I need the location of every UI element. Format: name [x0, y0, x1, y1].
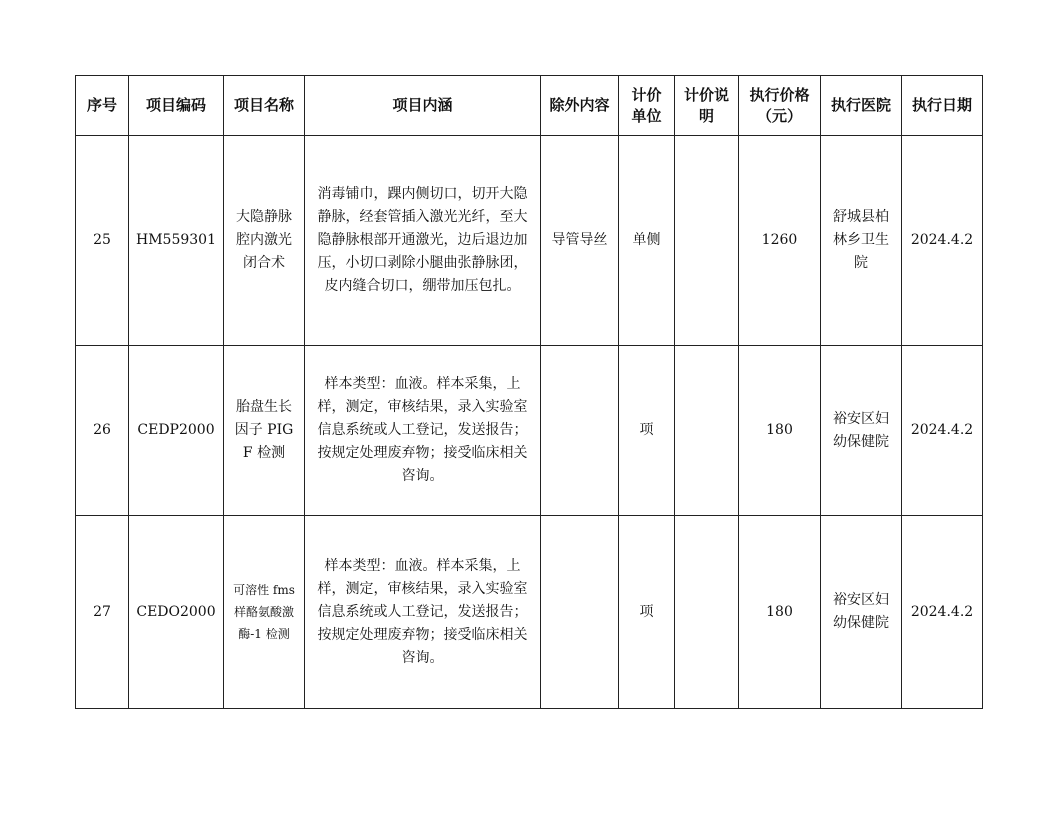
header-content: 项目内涵: [305, 76, 541, 136]
cell-content: 样本类型：血液。样本采集，上样，测定，审核结果，录入实验室信息系统或人工登记，发送报告；按规定处理废弃物；接受临床相关咨询。: [305, 516, 541, 709]
header-note: 计价说明: [675, 76, 739, 136]
cell-hospital: 裕安区妇幼保健院: [821, 346, 902, 516]
cell-seq: 25: [76, 136, 129, 346]
fee-table: [75, 75, 983, 709]
cell-content: 样本类型：血液。样本采集，上样，测定，审核结果，录入实验室信息系统或人工登记，发送报告；按规定处理废弃物；接受临床相关咨询。: [305, 346, 541, 516]
header-row: [76, 76, 983, 136]
cell-excluded: [541, 346, 619, 516]
cell-date: 2024.4.2: [902, 346, 983, 516]
cell-seq: 26: [76, 346, 129, 516]
cell-unit: 单侧: [619, 136, 675, 346]
header-seq: 序号: [76, 76, 129, 136]
cell-content: 消毒铺巾，踝内侧切口，切开大隐静脉，经套管插入激光光纤，至大隐静脉根部开通激光，边后退边加压，小切口剥除小腿曲张静脉团，皮内缝合切口，绷带加压包扎。: [305, 136, 541, 346]
cell-name: 可溶性 fms 样酪氨酸激酶-1 检测: [224, 516, 305, 709]
cell-hospital: 裕安区妇幼保健院: [821, 516, 902, 709]
cell-hospital: 舒城县柏林乡卫生院: [821, 136, 902, 346]
header-excluded: 除外内容: [541, 76, 619, 136]
header-name: 项目名称: [224, 76, 305, 136]
cell-date: 2024.4.2: [902, 516, 983, 709]
cell-date: 2024.4.2: [902, 136, 983, 346]
cell-unit: 项: [619, 346, 675, 516]
cell-note: [675, 136, 739, 346]
cell-unit: 项: [619, 516, 675, 709]
cell-price: 180: [739, 516, 821, 709]
header-code: 项目编码: [129, 76, 224, 136]
cell-price: 1260: [739, 136, 821, 346]
cell-note: [675, 516, 739, 709]
cell-seq: 27: [76, 516, 129, 709]
table-row: [76, 136, 983, 346]
table-row: [76, 516, 983, 709]
cell-price: 180: [739, 346, 821, 516]
cell-name: 胎盘生长因子 PIGF 检测: [224, 346, 305, 516]
cell-excluded: 导管导丝: [541, 136, 619, 346]
header-unit: 计价单位: [619, 76, 675, 136]
cell-name: 大隐静脉腔内激光闭合术: [224, 136, 305, 346]
header-hospital: 执行医院: [821, 76, 902, 136]
cell-note: [675, 346, 739, 516]
cell-code: CEDP2000: [129, 346, 224, 516]
header-price: 执行价格（元）: [739, 76, 821, 136]
cell-code: HM559301: [129, 136, 224, 346]
table-row: [76, 346, 983, 516]
cell-excluded: [541, 516, 619, 709]
header-date: 执行日期: [902, 76, 983, 136]
cell-code: CEDO2000: [129, 516, 224, 709]
